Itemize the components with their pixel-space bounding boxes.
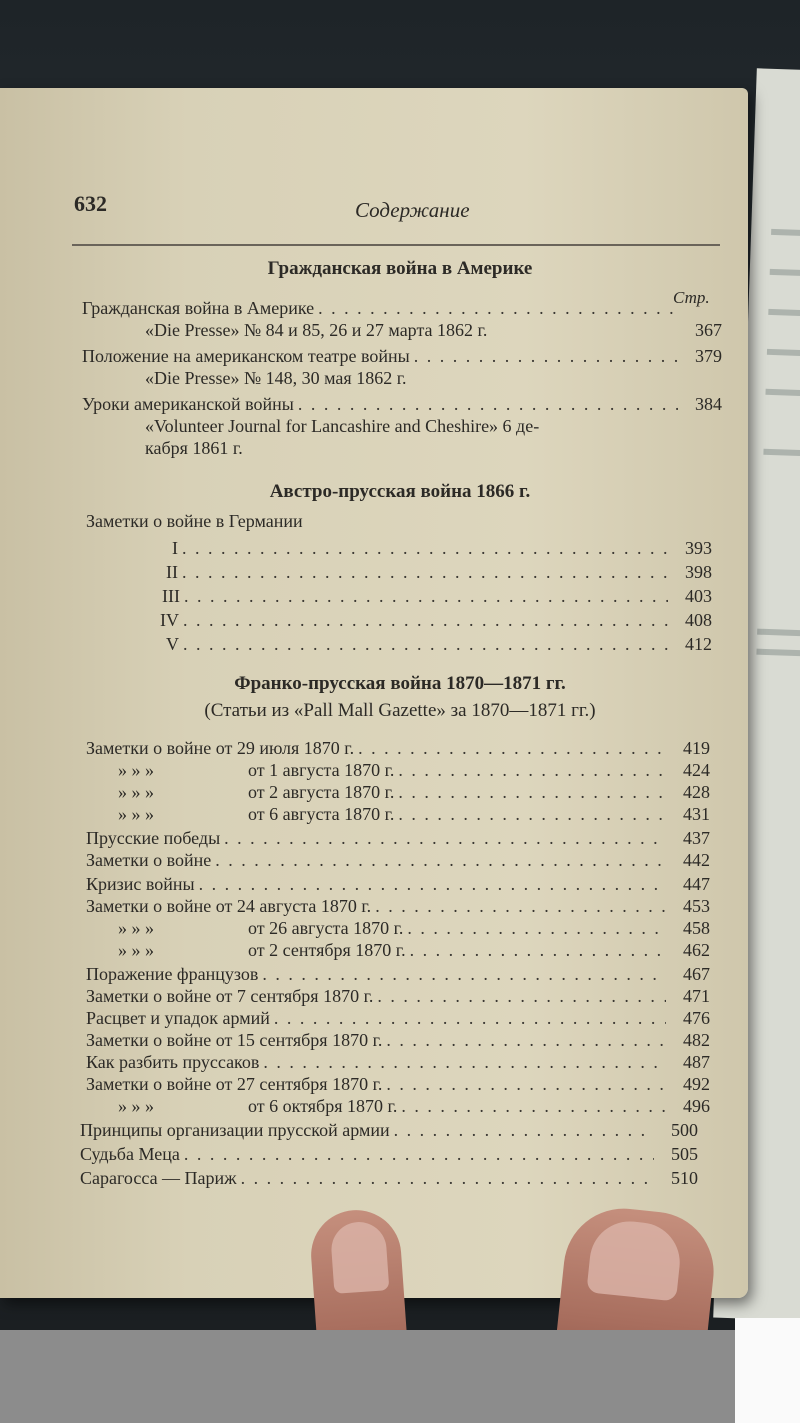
page-column-label: Стр. bbox=[673, 288, 710, 307]
book-page bbox=[0, 88, 748, 1298]
toc-entry: II . . . 398 bbox=[166, 562, 712, 583]
toc-entry: » » » от 1 августа 1870 г. . . . 424 bbox=[118, 760, 710, 781]
toc-entry: I . . . 393 bbox=[172, 538, 712, 559]
toc-entry-source: «Volunteer Journal for Lancashire and Cheshire» 6 де- bbox=[145, 416, 540, 436]
toc-entry: III . . . 403 bbox=[162, 586, 712, 607]
toc-entry-source: «Die Presse» № 84 и 85, 26 и 27 марта 1862 г. 367 bbox=[145, 320, 722, 340]
toc-entry: Прусские победы . . . 437 bbox=[86, 828, 710, 849]
toc-entry: Кризис войны . . . 447 bbox=[86, 874, 710, 895]
section-subtitle: (Статьи из «Pall Mall Gazette» за 1870—1871 гг.) bbox=[204, 700, 596, 721]
toc-entry: IV . . . 408 bbox=[160, 610, 712, 631]
toc-entry: Положение на американском театре войны . . . 379 bbox=[82, 346, 722, 367]
toc-entry: Заметки о войне от 15 сентября 1870 г. . . . 482 bbox=[86, 1030, 710, 1051]
toc-entry: Заметки о войне от 24 августа 1870 г. . . . 453 bbox=[86, 896, 710, 917]
toc-entry: Заметки о войне от 7 сентября 1870 г. . . . 471 bbox=[86, 986, 710, 1007]
header-rule bbox=[72, 244, 720, 246]
toc-entry: » » » от 6 августа 1870 г. . . . 431 bbox=[118, 804, 710, 825]
toc-entry: » » » от 6 октября 1870 г. . . . 496 bbox=[118, 1096, 710, 1117]
toc-entry: V . . . 412 bbox=[166, 634, 712, 655]
toc-entry: Сарагосса — Париж . . . 510 bbox=[80, 1168, 698, 1189]
section-title-austro-prussian: Австро-прусская война 1866 г. bbox=[269, 481, 531, 502]
toc-entry: » » » от 26 августа 1870 г. . . . 458 bbox=[118, 918, 710, 939]
toc-entry: » » » от 2 сентября 1870 г. . . . 462 bbox=[118, 940, 710, 961]
toc-entry: Как разбить пруссаков . . . 487 bbox=[86, 1052, 710, 1073]
toc-entry: Заметки о войне от 27 сентября 1870 г. . . . 492 bbox=[86, 1074, 710, 1095]
bottom-band bbox=[0, 1330, 800, 1423]
toc-entry: Заметки о войне от 29 июля 1870 г. . . . 419 bbox=[86, 738, 710, 759]
running-head: Содержание bbox=[355, 198, 470, 222]
toc-entry: Заметки о войне . . . 442 bbox=[86, 850, 710, 871]
toc-entry: » » » от 2 августа 1870 г. . . . 428 bbox=[118, 782, 710, 803]
toc-entry-source: кабря 1861 г. bbox=[145, 438, 243, 458]
section-title-civil-war: Гражданская война в Америке bbox=[267, 258, 533, 279]
toc-entry-source: «Die Presse» № 148, 30 мая 1862 г. bbox=[145, 368, 407, 388]
toc-entry: Уроки американской войны . . . 384 bbox=[82, 394, 722, 415]
toc-entry: Принципы организации прусской армии . . . 500 bbox=[80, 1120, 698, 1141]
section-title-franco-prussian: Франко-прусская война 1870—1871 гг. bbox=[234, 673, 566, 694]
toc-entry: Судьба Меца . . . 505 bbox=[80, 1144, 698, 1165]
toc-entry: Гражданская война в Америке . . . bbox=[82, 298, 722, 319]
toc-entry: Расцвет и упадок армий . . . 476 bbox=[86, 1008, 710, 1029]
toc-heading: Заметки о войне в Германии bbox=[86, 511, 303, 531]
corner-patch bbox=[735, 1318, 800, 1423]
page-number: 632 bbox=[74, 191, 107, 216]
toc-entry: Поражение французов . . . 467 bbox=[86, 964, 710, 985]
